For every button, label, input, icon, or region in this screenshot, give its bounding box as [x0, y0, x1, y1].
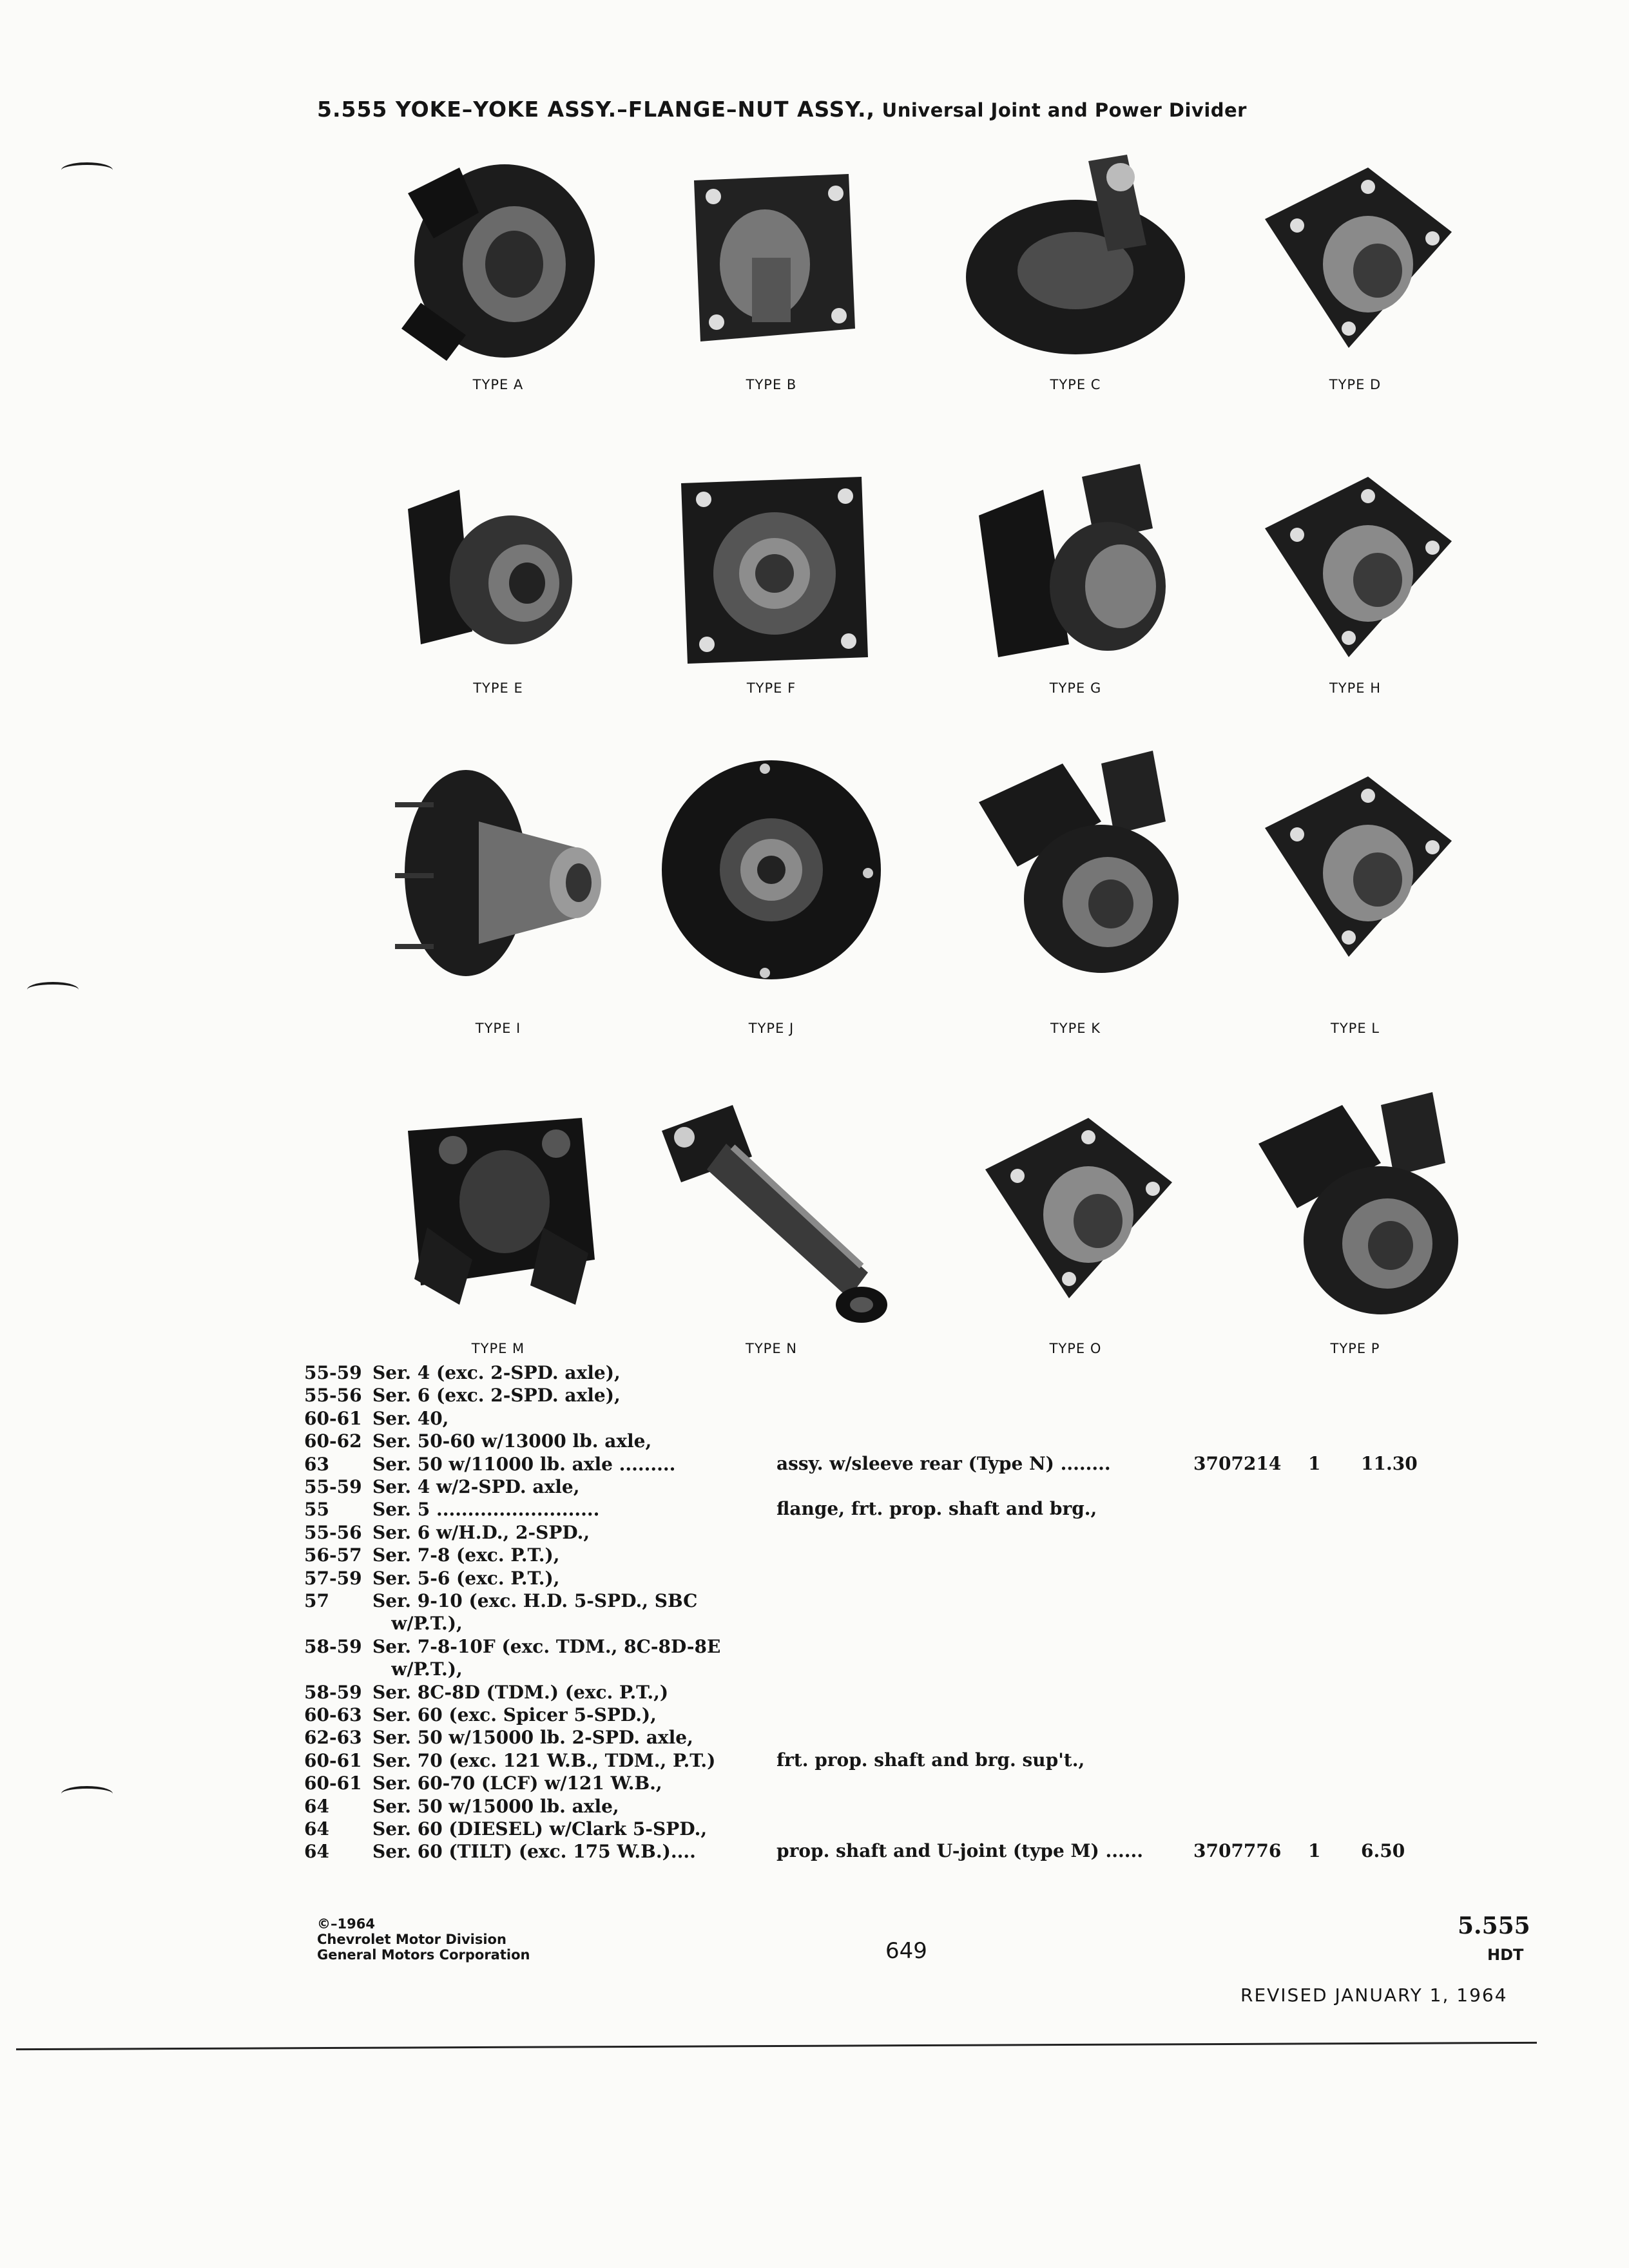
- part-photo-type-a: [382, 142, 614, 374]
- listing-description: assy. w/sleeve rear (Type N) ........: [776, 1453, 1111, 1474]
- listing-years: 64: [304, 1818, 329, 1840]
- part-photo-type-j: [655, 751, 887, 983]
- section-heading: [317, 97, 1247, 122]
- corporation-line: General Motors Corporation: [317, 1947, 530, 1963]
- listing-model: Ser. 7-8 (exc. P.T.),: [372, 1544, 560, 1566]
- listing-years: 60-62: [304, 1430, 362, 1452]
- revision-date: REVISED JANUARY 1, 1964: [1240, 1984, 1508, 2006]
- publisher-block: [317, 1916, 530, 1963]
- part-photo-type-i: [382, 751, 614, 983]
- part-photo-type-c: [959, 142, 1191, 374]
- heading-main: 5.555 YOKE–YOKE ASSY.–FLANGE–NUT ASSY.,: [317, 97, 876, 122]
- binder-hole-mark: [61, 1786, 113, 1802]
- listing-years: 60-61: [304, 1408, 362, 1429]
- listing-model: Ser. 50-60 w/13000 lb. axle,: [372, 1430, 652, 1452]
- type-label: TYPE O: [1049, 1341, 1102, 1356]
- section-number: 5.555: [1458, 1912, 1530, 1939]
- part-photo-type-h: [1239, 451, 1471, 683]
- listing-years: 57-59: [304, 1568, 362, 1589]
- listing-years: 55-56: [304, 1522, 362, 1543]
- part-photo-type-k: [959, 751, 1191, 983]
- listing-years: 60-61: [304, 1773, 362, 1794]
- listing-model: Ser. 60 (exc. Spicer 5-SPD.),: [372, 1704, 657, 1725]
- listing-model: w/P.T.),: [372, 1613, 463, 1634]
- listing-years: 60-63: [304, 1704, 362, 1725]
- type-label: TYPE B: [746, 377, 797, 392]
- listing-years: 63: [304, 1454, 329, 1475]
- listing-model: Ser. 70 (exc. 121 W.B., TDM., P.T.): [372, 1750, 716, 1771]
- part-photo-type-g: [959, 451, 1191, 683]
- listing-price: 11.30: [1361, 1453, 1418, 1474]
- binder-hole-mark: [61, 162, 113, 178]
- type-label: TYPE E: [473, 680, 523, 696]
- listing-model: Ser. 50 w/15000 lb. 2-SPD. axle,: [372, 1727, 693, 1748]
- listing-years: 55: [304, 1499, 329, 1520]
- listing-part-number: 3707776: [1193, 1840, 1282, 1861]
- type-label: TYPE K: [1050, 1021, 1101, 1036]
- part-photo-type-f: [655, 451, 887, 683]
- part-photo-type-l: [1239, 751, 1471, 983]
- listing-model: Ser. 4 w/2-SPD. axle,: [372, 1476, 580, 1497]
- listing-model: Ser. 60 (TILT) (exc. 175 W.B.)....: [372, 1841, 696, 1862]
- listing-years: 64: [304, 1796, 329, 1817]
- type-label: TYPE I: [475, 1021, 521, 1036]
- listing-model: Ser. 50 w/15000 lb. axle,: [372, 1796, 619, 1817]
- listing-quantity: 1: [1308, 1453, 1321, 1474]
- listing-years: 56-57: [304, 1544, 362, 1566]
- listing-years: 58-59: [304, 1682, 362, 1703]
- type-label: TYPE D: [1329, 377, 1382, 392]
- division-line: Chevrolet Motor Division: [317, 1932, 506, 1947]
- section-code: HDT: [1487, 1946, 1524, 1964]
- listing-years: 55-56: [304, 1385, 362, 1406]
- listing-model: Ser. 4 (exc. 2-SPD. axle),: [372, 1362, 621, 1383]
- listing-description: prop. shaft and U-joint (type M) ......: [776, 1840, 1143, 1861]
- listing-description: frt. prop. shaft and brg. sup't.,: [776, 1749, 1085, 1771]
- type-label: TYPE F: [746, 680, 796, 696]
- listing-description: flange, frt. prop. shaft and brg.,: [776, 1498, 1097, 1519]
- type-label: TYPE G: [1049, 680, 1102, 696]
- part-photo-type-n: [655, 1092, 887, 1324]
- listing-model: Ser. 7-8-10F (exc. TDM., 8C-8D-8E: [372, 1636, 721, 1657]
- type-label: TYPE J: [748, 1021, 795, 1036]
- type-label: TYPE L: [1331, 1021, 1380, 1036]
- listing-years: 55-59: [304, 1362, 362, 1383]
- listing-model: Ser. 8C-8D (TDM.) (exc. P.T.,): [372, 1682, 669, 1703]
- part-photo-type-b: [655, 142, 887, 374]
- listing-years: 64: [304, 1841, 329, 1862]
- listing-model: Ser. 60 (DIESEL) w/Clark 5-SPD.,: [372, 1818, 708, 1840]
- type-label: TYPE C: [1050, 377, 1101, 392]
- listing-years: 55-59: [304, 1476, 362, 1497]
- listing-years: 60-61: [304, 1750, 362, 1771]
- type-label: TYPE M: [471, 1341, 525, 1356]
- listing-model: Ser. 6 w/H.D., 2-SPD.,: [372, 1522, 590, 1543]
- listing-model: Ser. 5-6 (exc. P.T.),: [372, 1568, 560, 1589]
- heading-sub: Universal Joint and Power Divider: [875, 99, 1247, 121]
- listing-model: Ser. 50 w/11000 lb. axle .........: [372, 1454, 676, 1475]
- type-label: TYPE H: [1329, 680, 1382, 696]
- bottom-rule: [16, 2042, 1537, 2050]
- listing-years: 57: [304, 1590, 329, 1611]
- listing-model: Ser. 60-70 (LCF) w/121 W.B.,: [372, 1773, 662, 1794]
- part-photo-type-m: [382, 1092, 614, 1324]
- listing-years: 62-63: [304, 1727, 362, 1748]
- part-photo-type-d: [1239, 142, 1471, 374]
- type-label: TYPE P: [1330, 1341, 1380, 1356]
- listing-price: 6.50: [1361, 1840, 1405, 1861]
- type-label: TYPE N: [746, 1341, 797, 1356]
- listing-model: w/P.T.),: [372, 1658, 463, 1680]
- listing-quantity: 1: [1308, 1840, 1321, 1861]
- listing-model: Ser. 6 (exc. 2-SPD. axle),: [372, 1385, 621, 1406]
- page-number: 649: [885, 1938, 927, 1964]
- listing-model: Ser. 9-10 (exc. H.D. 5-SPD., SBC: [372, 1590, 698, 1611]
- copyright-line: ©–1964: [317, 1916, 375, 1932]
- part-photo-type-o: [959, 1092, 1191, 1324]
- listing-part-number: 3707214: [1193, 1453, 1282, 1474]
- part-photo-type-p: [1239, 1092, 1471, 1324]
- binder-hole-mark: [27, 982, 79, 997]
- listing-model: Ser. 40,: [372, 1408, 449, 1429]
- type-label: TYPE A: [472, 377, 524, 392]
- listing-model: Ser. 5 ..........................: [372, 1499, 600, 1520]
- listing-years: 58-59: [304, 1636, 362, 1657]
- part-photo-type-e: [382, 451, 614, 683]
